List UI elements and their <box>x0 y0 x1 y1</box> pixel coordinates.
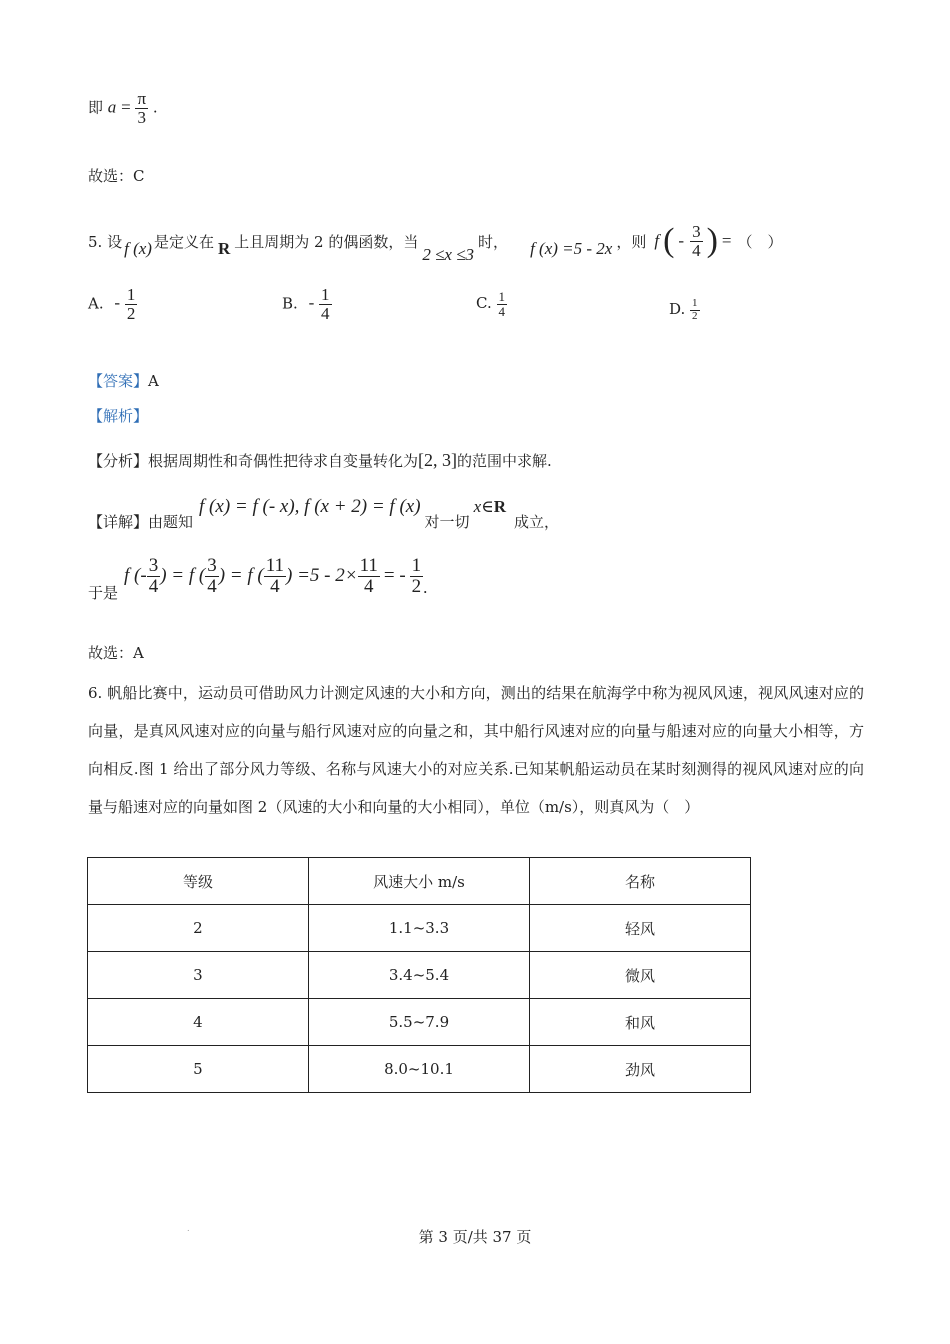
table-cell: 3.4~5.4 <box>308 952 529 999</box>
table-row <box>88 952 751 999</box>
table-cell: 和风 <box>530 999 751 1046</box>
table-cell: 微风 <box>530 952 751 999</box>
fenxi-line: 【分析】根据周期性和奇偶性把待求自变量转化为[2, 3]的范围中求解. <box>88 450 552 470</box>
table-cell: 5 <box>88 1046 309 1093</box>
option-d: D. $\frac{1}{2}$ <box>669 297 698 322</box>
question-6-text: 6. 帆船比赛中，运动员可借助风力计测定风速的大小和方向，测出的结果在航海学中称为视风风速，视风风速对应的向量，是真风风速对应的向量与船行风速对应的向量之和，其中船行风速对应的向量与船速对应的向量大小相等，方向相反.图 1 给出了部分风力等级、名称与风速大小的对应关系.已知某帆船运动员在某时刻测得的视风风速对应的向量与船速对应的向量如图 2（风速的大小和向量的大小相同），单位（m/s），则真风为（ ） <box>88 684 864 816</box>
table-cell: 4 <box>88 999 309 1046</box>
option-a: A. - $\frac{1}{2}$ <box>88 285 136 323</box>
xiangjie-line: 【详解】 由题知 f (x) = f (- x), f (x + 2) = f (x) 对一切 x ∈ R 成立， <box>88 496 559 531</box>
wind-scale-table <box>87 857 751 1093</box>
table-header-row <box>88 858 751 905</box>
choice-a-line: 故选：A <box>88 644 144 662</box>
table-row <box>88 905 751 952</box>
analysis-tag: 【解析】 <box>88 407 149 425</box>
option-b: B. - $\frac{1}{4}$ <box>282 285 330 323</box>
fraction-3-4: $\frac{3}{4}$ <box>692 221 701 260</box>
choice-c-line: 故选：C <box>88 167 145 185</box>
table-cell: 3 <box>88 952 309 999</box>
fraction-pi-3: $\frac{\pi}{3}$ <box>137 89 147 127</box>
table-header-cell: 名称 <box>530 858 751 905</box>
table-cell: 8.0~10.1 <box>308 1046 529 1093</box>
table-row <box>88 1046 751 1093</box>
table-cell: 1.1~3.3 <box>308 905 529 952</box>
table-cell: 轻风 <box>530 905 751 952</box>
table-cell: 5.5~7.9 <box>308 999 529 1046</box>
question-5: 5. 设 f (x) 是定义在 R 上且周期为 2 的偶函数，当 2 ≤x ≤3 时， f (x) =5 - 2x ，则 f ( - $\frac{3}{4}$ ) = （ ） <box>88 221 783 264</box>
footer-dot: . <box>187 1224 190 1233</box>
table-cell: 劲风 <box>530 1046 751 1093</box>
option-c: C. $\frac{1}{4}$ <box>476 289 505 319</box>
line-a-result: 即 a = $\frac{\pi}{3}$ . <box>88 89 158 127</box>
page-footer: 第 3 页/共 37 页 <box>418 1228 532 1246</box>
table-row <box>88 999 751 1046</box>
table-cell: 2 <box>88 905 309 952</box>
table-header-cell: 等级 <box>88 858 309 905</box>
table-header-cell: 风速大小 m/s <box>308 858 529 905</box>
answer-line: 【答案】A <box>88 372 159 390</box>
yushi-line: 于是 f (- $\frac{3}{4}$ ) = f ( $\frac{3}{4}$ ) = f ( $\frac{11}{4}$ ) =5 - 2× $\frac{11}{4}$ = - $\frac{1}{2}$ . <box>88 555 428 602</box>
